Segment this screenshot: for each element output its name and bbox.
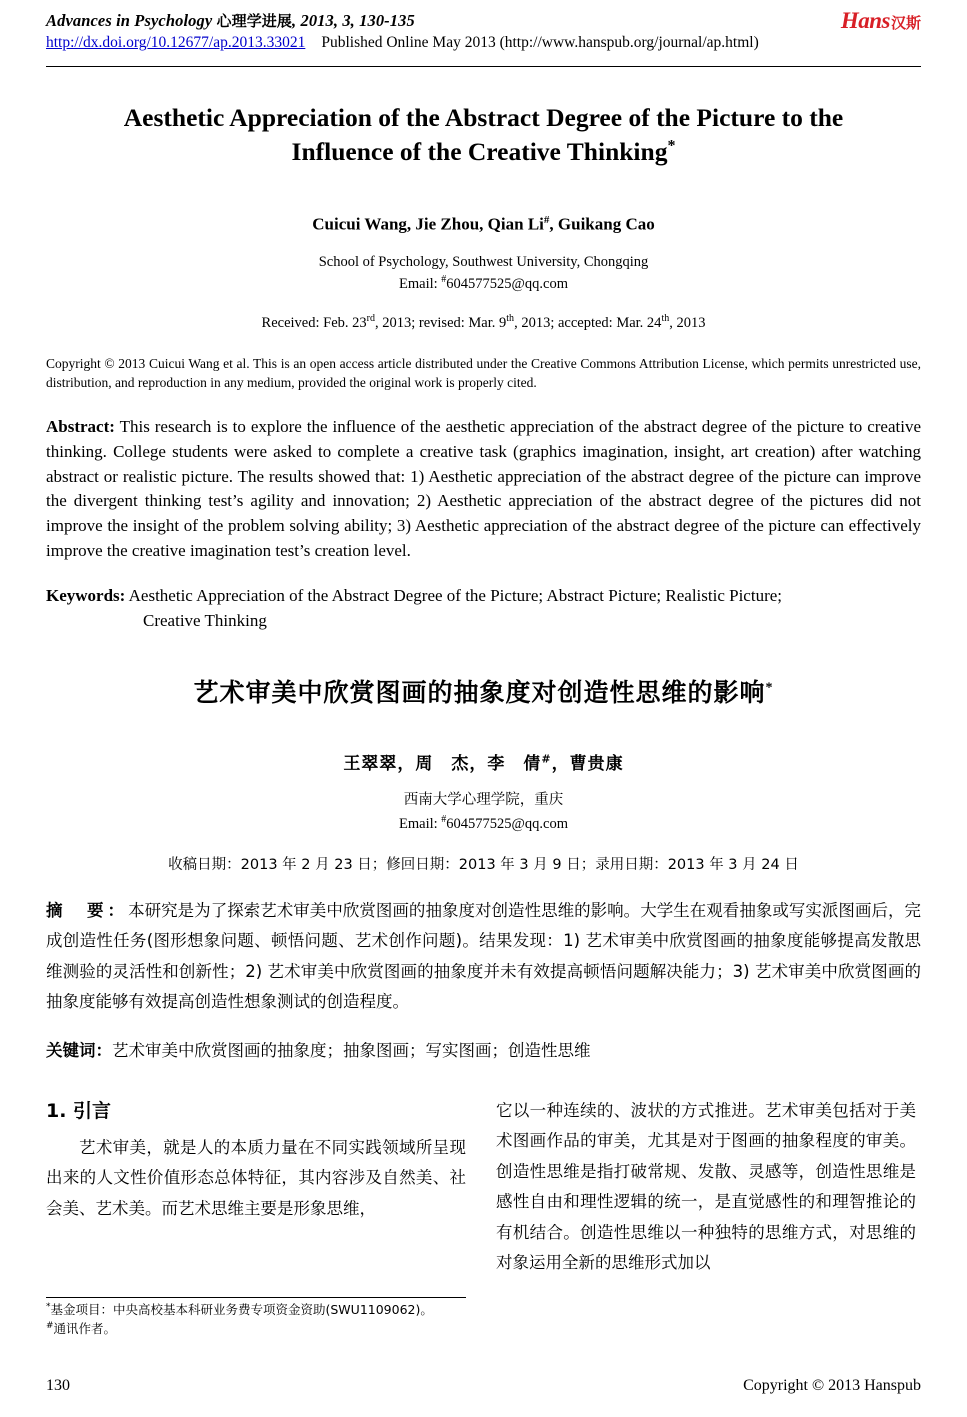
journal-citation-line bbox=[46, 10, 921, 31]
doi-line bbox=[46, 34, 921, 52]
page-footer bbox=[46, 1377, 921, 1395]
authors-cn-text: 王翠翠，周 杰，李 倩 bbox=[343, 754, 542, 775]
submission-dates bbox=[46, 313, 921, 332]
author-list bbox=[46, 214, 921, 235]
published-online-text: Published Online May 2013 (http://www.hanspub.org/journal/ap.html) bbox=[321, 34, 759, 51]
affiliation-cn-text: 西南大学心理学院，重庆 bbox=[403, 792, 564, 809]
body-paragraph-left: 艺术审美，就是人的本质力量在不同实践领域所呈现出来的人文性价值形态总体特征，其内容涉及自然美、社会美、艺术美。而艺术思维主要是形象思维， bbox=[46, 1137, 466, 1218]
corresponding-author-marker-cn: # bbox=[541, 752, 552, 766]
title-cn-footnote-marker: * bbox=[765, 681, 774, 697]
doi-link[interactable]: http://dx.doi.org/10.12677/ap.2013.33021 bbox=[46, 34, 306, 51]
keywords-block-cn bbox=[46, 1036, 921, 1066]
keywords-label: Keywords: bbox=[46, 585, 126, 605]
email-line bbox=[46, 273, 921, 295]
article-title-cn-text: 艺术审美中欣赏图画的抽象度对创造性思维的影响 bbox=[193, 678, 766, 708]
email-address-cn: 604577525@qq.com bbox=[446, 816, 568, 833]
body-column-left bbox=[46, 1096, 466, 1279]
footnote-text-2: 通讯作者。 bbox=[53, 1321, 117, 1337]
email-marker: # bbox=[441, 273, 447, 285]
page-header bbox=[46, 10, 921, 62]
date-tail: , 2013 bbox=[669, 314, 706, 331]
journal-title: Advances in Psychology bbox=[46, 11, 213, 30]
abstract-label-cn: 摘 要： bbox=[46, 900, 129, 920]
authors-text-tail: , Guikang Cao bbox=[549, 214, 655, 234]
date-revised-ordinal: th bbox=[506, 312, 515, 324]
footnote-block bbox=[46, 1297, 466, 1339]
journal-title-cn: 心理学进展 bbox=[216, 12, 293, 30]
page-title bbox=[94, 101, 873, 168]
author-list-cn bbox=[46, 749, 921, 774]
authors-cn-text-tail: ，曹贵康 bbox=[551, 754, 624, 775]
date-mid-1: , 2013; revised: Mar. 9 bbox=[374, 314, 507, 331]
date-accepted-ordinal: th bbox=[661, 312, 670, 324]
affiliation-block-cn bbox=[46, 790, 921, 835]
submission-dates-cn: 收稿日期：2013 年 2 月 23 日；修回日期：2013 年 3 月 9 日；录用日期：2013 年 3 月 24 日 bbox=[168, 856, 799, 873]
abstract-block bbox=[46, 415, 921, 564]
email-label-cn: Email: bbox=[399, 816, 442, 833]
date-mid-2: , 2013; accepted: Mar. 24 bbox=[514, 314, 662, 331]
abstract-block-cn bbox=[46, 896, 921, 1018]
keywords-block bbox=[46, 584, 921, 634]
email-line-cn bbox=[46, 812, 921, 836]
email-label: Email: bbox=[399, 275, 442, 292]
license-note: Copyright © 2013 Cuicui Wang et al. This is an open access article distributed under the Creative Commons Attribution License, which permits unrestricted use, distribution, and reproduction in any medium, provided the original work is properly cited. bbox=[46, 355, 921, 390]
header-divider bbox=[46, 66, 921, 67]
footnote-line-2 bbox=[46, 1320, 466, 1339]
authors-text: Cuicui Wang, Jie Zhou, Qian Li bbox=[312, 214, 544, 234]
page-number: 130 bbox=[46, 1377, 70, 1394]
hans-publisher-logo bbox=[841, 8, 921, 34]
journal-issue: , 2013, 3, 130-135 bbox=[292, 11, 415, 30]
section-heading-introduction: 1. 引言 bbox=[46, 1099, 112, 1122]
hans-logo-latin: Hans bbox=[840, 8, 890, 33]
keywords-text: Aesthetic Appreciation of the Abstract Degree of the Picture; Abstract Picture; Realistic Picture; bbox=[125, 585, 782, 605]
footer-copyright: Copyright © 2013 Hanspub bbox=[743, 1377, 921, 1394]
article-title-text: Aesthetic Appreciation of the Abstract Degree of the Picture to the Influence of the Creative Thinking bbox=[123, 103, 844, 166]
affiliation-text: School of Psychology, Southwest University, Chongqing bbox=[318, 253, 649, 270]
abstract-label: Abstract: bbox=[46, 416, 115, 436]
keywords-text-line2: Creative Thinking bbox=[143, 610, 267, 630]
footnote-marker-2: # bbox=[46, 1321, 54, 1332]
body-column-right bbox=[496, 1096, 916, 1279]
footnote-line-1 bbox=[46, 1301, 466, 1320]
title-footnote-marker: * bbox=[667, 137, 676, 155]
hans-logo-cn: 汉斯 bbox=[890, 14, 921, 32]
abstract-text: This research is to explore the influence of the aesthetic appreciation of the abstract degree of the picture to creative thinking. College students were asked to complete a creative task (graphics imagination, insight, art creation) after watching abstract or realistic picture. The results showed that: 1) Aesthetic appreciation of the abstract degree of the picture can improve the divergent thinking test’s agility and innovation; 2) Aesthetic appreciation of the abstract degree of the pictures did not improve the insight of the problem solving ability; 3) Aesthetic appreciation of the abstract degree of the picture can effectively improve the creative imagination test’s creation level. bbox=[46, 416, 921, 561]
keywords-label-cn: 关键词： bbox=[46, 1040, 112, 1060]
date-received-ordinal: rd bbox=[366, 312, 375, 324]
footnote-text-1: 基金项目：中央高校基本科研业务费专项资金资助(SWU1109062)。 bbox=[50, 1302, 433, 1318]
email-address: 604577525@qq.com bbox=[446, 275, 568, 292]
affiliation-block bbox=[46, 252, 921, 295]
corresponding-author-marker: # bbox=[543, 214, 550, 227]
email-marker-cn: # bbox=[441, 814, 447, 826]
page-title-cn bbox=[46, 673, 921, 709]
keywords-text-cn: 艺术审美中欣赏图画的抽象度；抽象图画；写实图画；创造性思维 bbox=[112, 1040, 591, 1060]
abstract-text-cn: 本研究是为了探索艺术审美中欣赏图画的抽象度对创造性思维的影响。大学生在观看抽象或写实派图画后，完成创造性任务(图形想象问题、顿悟问题、艺术创作问题)。结果发现：1) 艺术审美中欣赏图画的抽象度能够提高发散思维测验的灵活性和创新性；2) 艺术审美中欣赏图画的抽象度并未有效提高顿悟问题解决能力；3) 艺术审美中欣赏图画的抽象度能够有效提高创造性想象测试的创造程度。 bbox=[46, 900, 922, 1012]
body-columns bbox=[46, 1096, 921, 1279]
date-received: Received: Feb. 23 bbox=[261, 314, 367, 331]
body-paragraph-right: 它以一种连续的、波状的方式推进。艺术审美包括对于美术图画作品的审美，尤其是对于图画的抽象程度的审美。创造性思维是指打破常规、发散、灵感等，创造性思维是感性自由和理性逻辑的统一，是直觉感性的和理智推论的有机结合。创造性思维以一种独特的思维方式，对思维的对象运用全新的思维形式加以 bbox=[496, 1100, 916, 1273]
footnote-marker-1: * bbox=[46, 1302, 51, 1313]
